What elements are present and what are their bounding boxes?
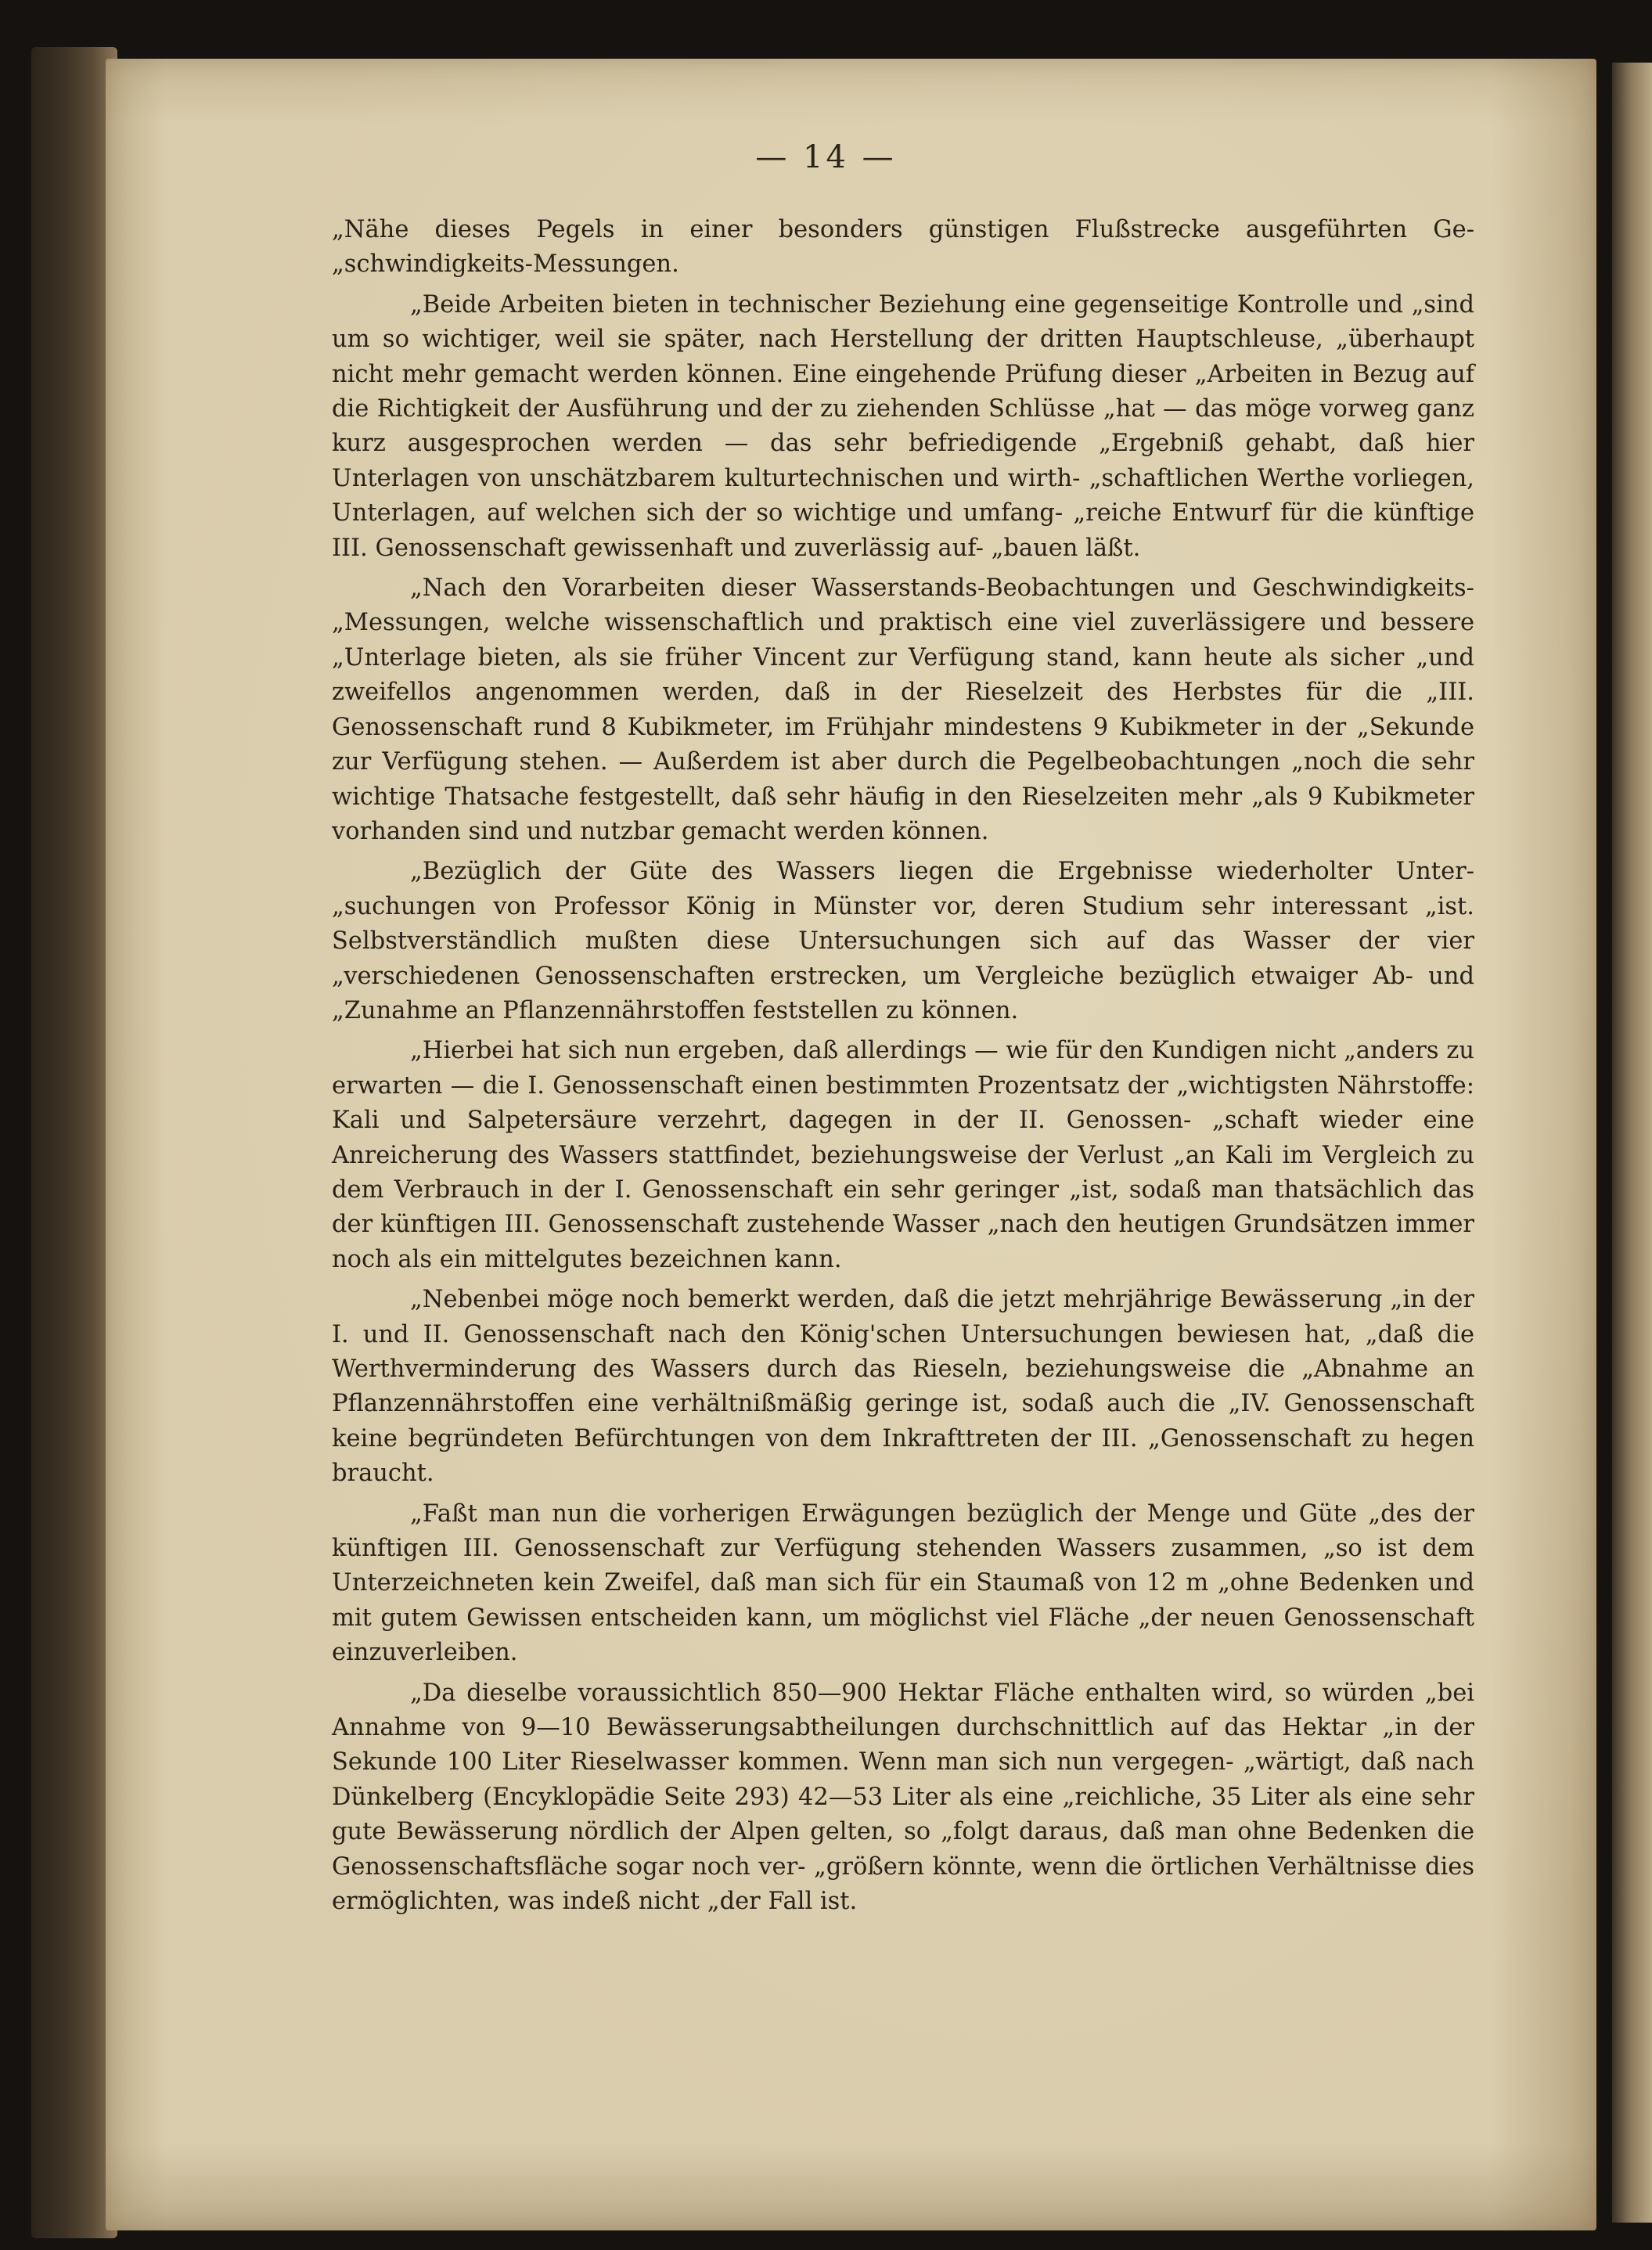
paragraph: „Bezüglich der Güte des Wassers liegen die Ergebnisse wiederholter Unter- „suchungen von Professor König in Münster vor, deren Studium sehr interessant „ist. Selbstverständlich mußten diese Untersuchungen sich auf das Wasser der vier „verschiedenen Genossenschaften erstrecken, um Vergleiche bezüglich etwaiger Ab- und „Zunahme an Pflanzennährstoffen feststellen zu können. (332, 858, 1474, 1024)
body-text (332, 213, 1474, 1920)
facing-page-edge (1612, 63, 1652, 2223)
paragraph: „Faßt man nun die vorherigen Erwägungen bezüglich der Menge und Güte „des der künftigen III. Genossenschaft zur Verfügung stehenden Wassers zusammen, „so ist dem Unterzeichneten kein Zweifel, daß man sich für ein Staumaß von 12 m „ohne Bedenken und mit gutem Gewissen entscheiden kann, um möglichst viel Fläche „der neuen Genossenschaft einzuverleiben. (332, 1499, 1474, 1667)
page-number: — 14 — (755, 139, 897, 175)
paragraph: „Nebenbei möge noch bemerkt werden, daß die jetzt mehrjährige Bewässerung „in der I. und II. Genossenschaft nach den König'schen Untersuchungen bewiesen hat, „daß die Werthverminderung des Wassers durch das Rieseln, beziehungsweise die „Abnahme an Pflanzennährstoffen eine verhältnißmäßig geringe ist, sodaß auch die „IV. Genossenschaft keine begründeten Befürchtungen von dem Inkrafttreten der III. „Genossenschaft zu hegen braucht. (332, 1286, 1474, 1488)
book-spine-edge (31, 47, 117, 2238)
paragraph: „Da dieselbe voraussichtlich 850—900 Hektar Fläche enthalten wird, so würden „bei Annahme von 9—10 Bewässerungsabtheilungen durchschnittlich auf das Hektar „in der Sekunde 100 Liter Rieselwasser kommen. Wenn man sich nun vergegen- „wärtigt, daß nach Dünkelberg (Encyklopädie Seite 293) 42—53 Liter als eine „reichliche, 35 Liter als eine sehr gute Bewässerung nördlich der Alpen gelten, so „folgt daraus, daß man ohne Bedenken die Genossenschaftsfläche sogar noch ver- „größern könnte, wenn die örtlichen Verhältnisse dies ermöglichten, was indeß nicht „der Fall ist. (332, 1679, 1474, 1916)
paragraph: „Hierbei hat sich nun ergeben, daß allerdings — wie für den Kundigen nicht „anders zu erwarten — die I. Genossenschaft einen bestimmten Prozentsatz der „wichtigsten Nährstoffe: Kali und Salpetersäure verzehrt, dagegen in der II. Genossen- „schaft wieder eine Anreicherung des Wassers stattfindet, beziehungsweise der Verlust „an Kali im Vergleich zu dem Verbrauch in der I. Genossenschaft ein sehr geringer „ist, sodaß man thatsächlich das der künftigen III. Genossenschaft zustehende Wasser „nach den heutigen Grundsätzen immer noch als ein mittelgutes bezeichnen kann. (332, 1037, 1474, 1273)
paragraph: „Beide Arbeiten bieten in technischer Beziehung eine gegenseitige Kontrolle und „sind um so wichtiger, weil sie später, nach Herstellung der dritten Hauptschleuse, „überhaupt nicht mehr gemacht werden können. Eine eingehende Prüfung dieser „Arbeiten in Bezug auf die Richtigkeit der Ausführung und der zu ziehenden Schlüsse „hat — das möge vorweg ganz kurz ausgesprochen werden — das sehr befriedigende „Ergebniß gehabt, daß hier Unterlagen von unschätzbarem kulturtechnischen und wirth- „schaftlichen Werthe vorliegen, Unterlagen, auf welchen sich der so wichtige und umfang- „reiche Entwurf für die künftige III. Genossenschaft gewissenhaft und zuverlässig auf- „bauen läßt. (332, 290, 1474, 562)
paragraph: „Nähe dieses Pegels in einer besonders günstigen Flußstrecke ausgeführten Ge- „schwindigkeits-Messungen. (332, 216, 1474, 279)
paragraph: „Nach den Vorarbeiten dieser Wasserstands-Beobachtungen und Geschwindigkeits- „Messungen, welche wissenschaftlich und praktisch eine viel zuverlässigere und bessere „Unterlage bieten, als sie früher Vincent zur Verfügung stand, kann heute als sicher „und zweifellos angenommen werden, daß in der Rieselzeit des Herbstes für die „III. Genossenschaft rund 8 Kubikmeter, im Frühjahr mindestens 9 Kubikmeter in der „Sekunde zur Verfügung stehen. — Außerdem ist aber durch die Pegelbeobachtungen „noch die sehr wichtige Thatsache festgestellt, daß sehr häufig in den Rieselzeiten mehr „als 9 Kubikmeter vorhanden sind und nutzbar gemacht werden können. (332, 574, 1474, 845)
